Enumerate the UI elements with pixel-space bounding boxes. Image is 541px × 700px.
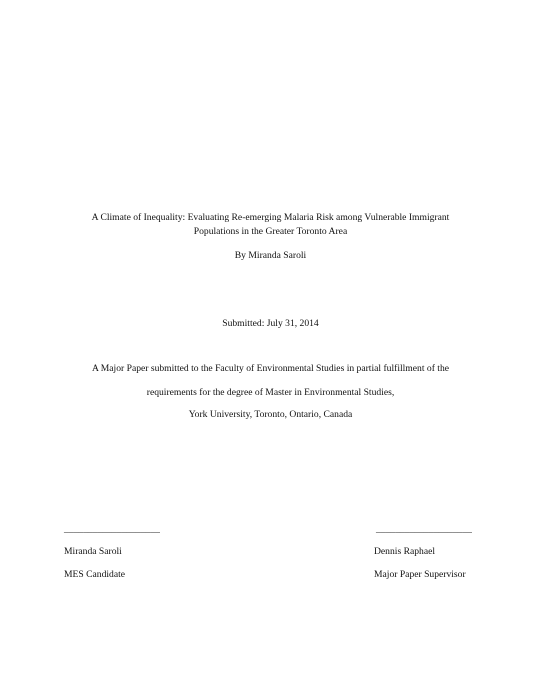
statement-line-1: A Major Paper submitted to the Faculty of Environmental Studies in partial fulfillment of the	[91, 363, 450, 374]
title-line-2: Populations in the Greater Toronto Area	[193, 226, 348, 237]
submission-date: Submitted: July 31, 2014	[222, 318, 319, 329]
candidate-name: Miranda Saroli	[64, 546, 122, 557]
title-line-1: A Climate of Inequality: Evaluating Re-emerging Malaria Risk among Vulnerable Immigrant	[91, 212, 450, 223]
supervisor-name: Dennis Raphael	[374, 546, 436, 557]
supervisor-role: Major Paper Supervisor	[374, 569, 466, 580]
statement-line-3: York University, Toronto, Ontario, Canada	[188, 409, 353, 420]
candidate-signature-line: ____________________	[64, 524, 160, 535]
supervisor-signature-line: ____________________	[376, 524, 472, 535]
statement-line-2: requirements for the degree of Master in Environmental Studies,	[146, 387, 395, 398]
author-line: By Miranda Saroli	[234, 250, 307, 261]
candidate-role: MES Candidate	[64, 569, 126, 580]
